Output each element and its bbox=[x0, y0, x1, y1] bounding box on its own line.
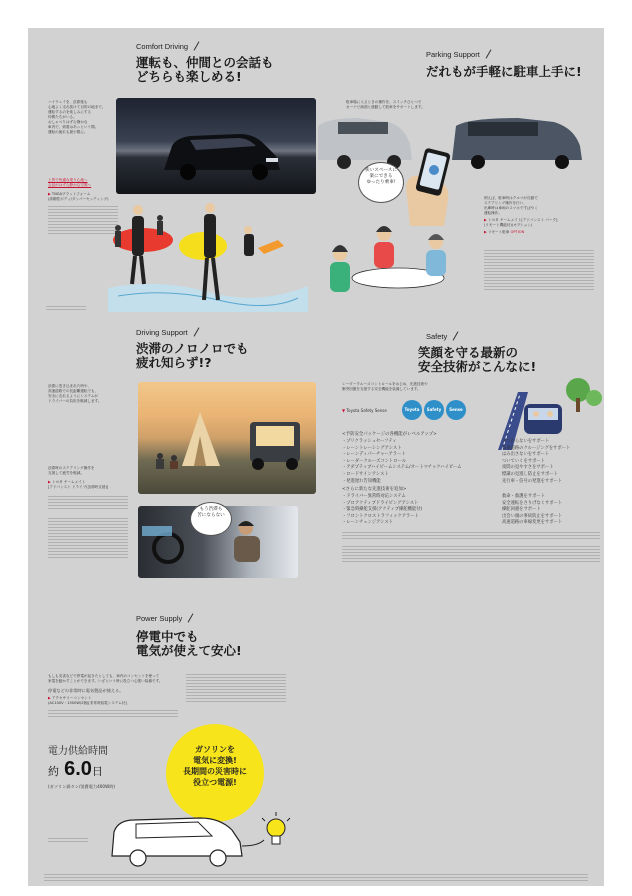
feature-desc: はみ出さないをサポート bbox=[502, 452, 550, 458]
parking-section bbox=[318, 28, 604, 318]
feature-name: ・プリクラッシュセーフティ bbox=[342, 439, 397, 444]
minivan-night-photo bbox=[116, 98, 316, 194]
speech-bubble: もう渋滞も 苦にならない bbox=[190, 502, 232, 536]
section-tag: Driving Support bbox=[136, 328, 188, 337]
smartphone-hand-illustration bbox=[400, 146, 460, 226]
section-tag: Parking Support bbox=[426, 50, 480, 59]
feature-name: ・緊急時操舵支援(アクティブ操舵機能付) bbox=[342, 507, 423, 513]
feature-desc: ついていくをサポート bbox=[502, 458, 545, 464]
feature-name: ・発進遅れ告知機能 bbox=[342, 478, 381, 484]
section1-heading: <予防安全パッケージの各機能がレベルアップ> bbox=[342, 432, 437, 437]
supply-time: 約 6.0日 bbox=[48, 758, 103, 780]
passengers-illustration bbox=[318, 218, 468, 318]
feature-desc: 標識の見逃し防止をサポート bbox=[502, 471, 558, 477]
section-body: 渋滞に巻き込まれた時や、 高速道路での長距離運転でも、 安全に走れるようにシステムが ドライバーの負担を軽減します。 bbox=[48, 384, 102, 403]
brochure-page bbox=[28, 28, 604, 886]
feature-list-row bbox=[342, 465, 600, 472]
feature-desc: 夜間の見やすさをサポート bbox=[502, 465, 554, 471]
section-body: 駐車場に入るときの操作を、スイッチひとつで カーナビ画面と連動して駐車をサポートします。 bbox=[346, 100, 425, 109]
section-tag: Power Supply bbox=[136, 614, 183, 623]
section-tag: Comfort Driving bbox=[136, 42, 189, 51]
feature-desc: 安全運転をさりげなくサポート bbox=[502, 500, 563, 506]
highlight-text: 上質で快適な乗り心地へ 会話がはずむ静かな空間へ bbox=[48, 178, 92, 187]
feature-list-row bbox=[342, 507, 600, 514]
badge-toyota: Toyota bbox=[402, 400, 422, 420]
supply-title: 電力供給時間 bbox=[48, 746, 108, 757]
driving-section bbox=[28, 320, 318, 610]
minivans-illustration bbox=[318, 112, 604, 172]
feature-name: ・ロードサインアシスト bbox=[342, 471, 389, 477]
comfort-section bbox=[28, 28, 318, 318]
feature-name: ・プロアクティブドライビングアシスト bbox=[342, 500, 419, 506]
feature-name: ・レーダークルーズコントロール bbox=[342, 458, 407, 464]
feature-name: ・フロントクロストラフィックアラート bbox=[342, 513, 419, 519]
feature-list-2 bbox=[342, 494, 600, 527]
safety-sense-badges bbox=[402, 400, 472, 422]
section-body: もしも災害などで停電が起きたとしても、車内のコンセントを使って 家電を動かすことができます。いざという時に役立つ心強い装備です。 bbox=[48, 674, 163, 683]
feature-label: ▶ アクセサリーコンセント (AC100V・1500W/2個)[非常時給電システム付] bbox=[48, 696, 127, 705]
section-headline: 笑顔を守る最新の 安全技術がこんなに! bbox=[418, 345, 537, 374]
feature-list-row bbox=[342, 520, 600, 527]
feature-list-row bbox=[342, 439, 600, 446]
supply-note: (ガソリン満タン/消費電力400W時) bbox=[48, 784, 116, 789]
feature-label: ▶ TNGAプラットフォーム (高剛性ボディ/ダンパーセッティング) bbox=[48, 192, 109, 201]
feature-desc: 先行車・信号の発進をサポート bbox=[502, 478, 563, 484]
feature-name: ・ドライバー異常時対応システム bbox=[342, 494, 406, 499]
feature-list-row bbox=[342, 452, 600, 459]
feature-name: ・アダプティブハイビームシステム/オートマチックハイビーム bbox=[342, 465, 462, 471]
section-intro: レーダークルーズコントロールをはじめ、先進技術や 衝突回避を支援する安全機能を装備しています。 bbox=[342, 382, 428, 391]
badge-sense: Sense bbox=[446, 400, 466, 420]
feature-desc: 出会い頭の事故防止をサポート bbox=[502, 513, 563, 519]
feature-list-1 bbox=[342, 439, 600, 485]
section-body2: 停電などの非常時に電気製品が使える。 bbox=[48, 688, 124, 693]
badge-safety: Safety bbox=[424, 400, 444, 420]
section-headline: 渋滞のノロノロでも 疲れ知らず!? bbox=[136, 341, 249, 370]
feature-desc: ぶつからないをサポート bbox=[502, 439, 550, 444]
section-headline: 運転も、仲間との会話も どちらも楽しめる! bbox=[136, 55, 274, 84]
section2-heading: <さらに新たな先進技術を追加> bbox=[342, 487, 407, 492]
camping-photo bbox=[138, 382, 316, 494]
power-section bbox=[28, 610, 604, 886]
feature-label: ▶ トヨタ チームメイト [アドバンスト ドライブ(渋滞時支援)] bbox=[48, 480, 109, 489]
surfers-illustration bbox=[98, 188, 318, 318]
section-headline: 停電中でも 電気が使えて安心! bbox=[136, 629, 242, 658]
lower-text: 渋滞時のステアリング操作を 支援して疲労を軽減。 bbox=[48, 466, 95, 475]
feature-desc: 救命・救護をサポート bbox=[502, 494, 545, 499]
feature-label: ▶ トヨタ チームメイト[アドバンスト パーク] (リモート機能付)(オプション) ▶ リモート駐車 OPTION bbox=[484, 218, 558, 234]
speech-bubble: 狭いスペースに 楽にできる ゆったり乗車! bbox=[358, 162, 404, 203]
parking-side-text: 例えば、駐車時はクルマが自動で ステアリング操作を行い、 出庫時は車両のスマホですばやく 運転操作。 bbox=[484, 196, 538, 215]
feature-desc: 高速道路のクルージングをサポート bbox=[502, 445, 571, 451]
feature-desc: 高速道路の車線変更をサポート bbox=[502, 520, 563, 526]
car-lightbulb-illustration bbox=[108, 810, 308, 870]
feature-list-row bbox=[342, 472, 600, 479]
safety-section bbox=[318, 320, 604, 610]
feature-name: ・レーンディパーチャーアラート bbox=[342, 452, 406, 458]
sense-label: ▼ Toyota Safety Sense bbox=[342, 408, 387, 413]
highlight-circle: ガソリンを 電気に変換! 長期間の災害時に 役立つ電源! bbox=[166, 724, 264, 822]
feature-list-row bbox=[342, 479, 600, 486]
section-body: ハイウェイを、渋滞後も 心地よく走れ抜けて目的の地まで。 運転するのを楽しみにする 仲間たちがいる。 おしゃべりはずむ静かな 車内で、到着はあっという間。 運転の疲れも最小限に。 bbox=[48, 100, 106, 134]
feature-name: ・レーントレーシングアシスト bbox=[342, 445, 402, 451]
feature-name: ・レーンチェンジアシスト bbox=[342, 520, 393, 526]
section-tag: Safety bbox=[426, 332, 448, 341]
section-headline: だれもが手軽に駐車上手に! bbox=[426, 64, 582, 79]
feature-desc: 操舵回避をサポート bbox=[502, 507, 541, 513]
feature-list-row bbox=[342, 494, 600, 501]
